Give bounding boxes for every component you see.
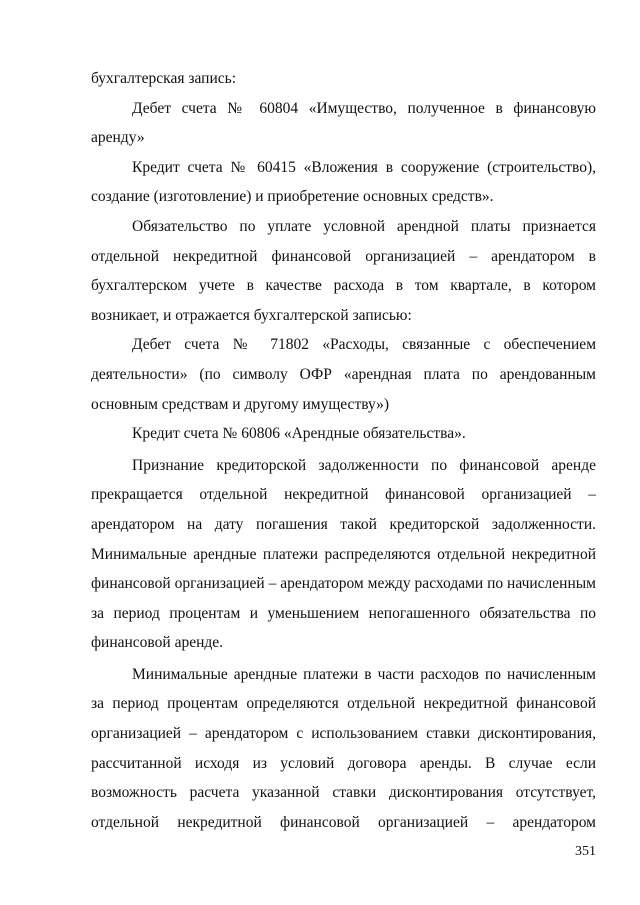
paragraph-debit-60804: Дебет счета № 60804 «Имущество, полученное в финансовую аренду» bbox=[91, 99, 596, 147]
paragraph-credit-60806: Кредит счета № 60806 «Арендные обязательства». bbox=[132, 425, 466, 443]
paragraph-credit-60415: Кредит счета № 60415 «Вложения в сооружение (строительство), создание (изготовление) и приобретение основных средств». bbox=[91, 158, 596, 206]
paragraph-debit-71802: Дебет счета № 71802 «Расходы, связанные с обеспечением деятельности» (по символу ОФР «арендная плата по арендованным основным средствам и другому имуществу») bbox=[91, 336, 596, 413]
paragraph-entry-intro: бухгалтерская запись: bbox=[91, 70, 237, 87]
body-text bbox=[91, 64, 596, 837]
paragraph-minimum-lease-payments: Минимальные арендные платежи в части расходов по начисленным за период процентам определяются отдельной некредитной финансовой организацией – арендатором с использованием ставки дисконтирования, рассчитанной исходя из условий договора аренды. В случае если возможность расчета указанной ставки дисконтирования отсутствует, отдельной некредитной финансовой организацией – арендатором bbox=[91, 665, 596, 831]
page-number: 351 bbox=[575, 844, 596, 859]
paragraph-conditional-rent: Обязательство по уплате условной арендной платы признается отдельной некредитной финансовой организацией – арендатором в бухгалтерском учете в качестве расхода в том квартале, в котором возникает, и отражается бухгалтерской записью: bbox=[91, 217, 596, 324]
paragraph-payable-derecognition: Признание кредиторской задолженности по финансовой аренде прекращается отдельной некредитной финансовой организацией – арендатором на дату погашения такой кредиторской задолженности. Минимальные арендные платежи распределяются отдельной некредитной финансовой организацией – арендатором между расходами по начисленным за период процентам и уменьшением непогашенного обязательства по финансовой аренде. bbox=[91, 456, 596, 652]
